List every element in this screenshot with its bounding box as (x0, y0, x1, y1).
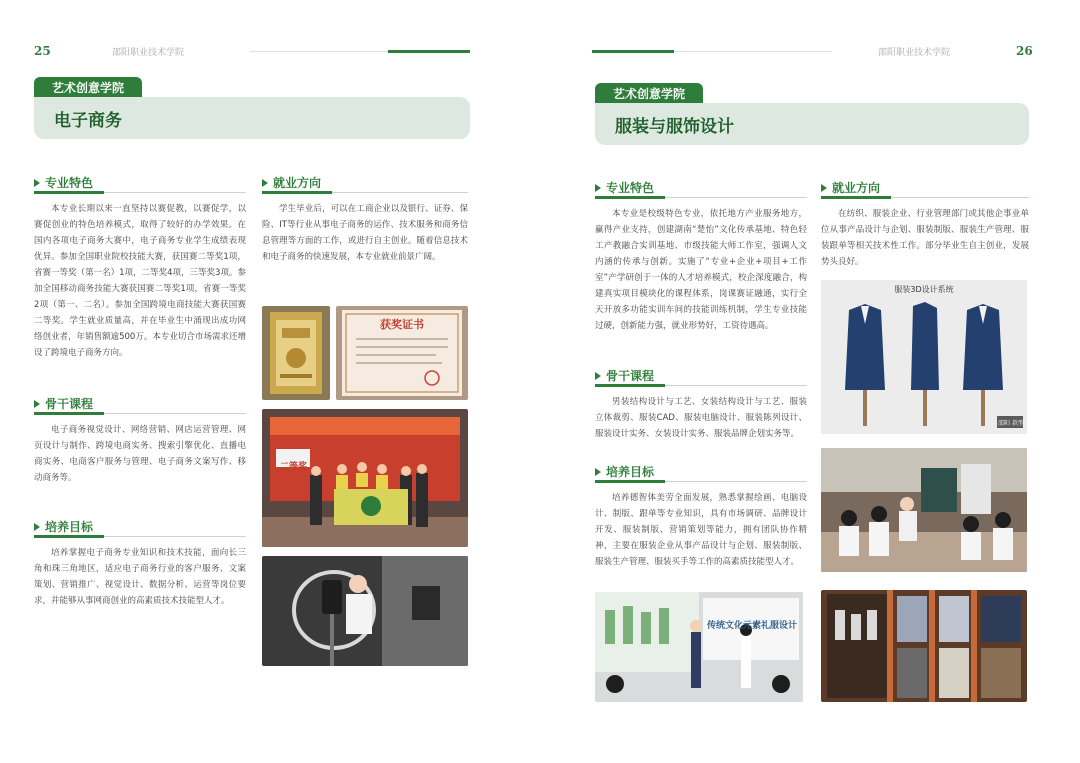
section-title: 就业方向 (832, 181, 881, 195)
section-body: 电子商务视觉设计、网络营销、网店运营管理、网页设计与制作、跨境电商实务、搜索引擎优化、直播电商实务、电商客户服务与管理、电子商务文案写作、移动商务等。 (34, 425, 246, 483)
section-header (34, 173, 246, 193)
section-title: 专业特色 (606, 181, 655, 195)
section-body: 培养掌握电子商务专业知识和技术技能，面向长三角和珠三角地区，适应电子商务行业的客户服务、文案策划、营销推广、视觉设计、数据分析、运营等岗位要求，并能够从事网商创业的高素质技术技能型人才。 (34, 548, 246, 606)
right-page (540, 0, 1080, 763)
section-body: 在纺织、服装企业、行业管理部门或其他企事业单位从事产品设计与企划、服装制版、服装生产管理、服装跟单等相关技术性工作。部分毕业生自主创业，发展势头良好。 (821, 209, 1029, 267)
section-body: 本专业是校级特色专业，依托地方产业服务地方，赢得产业支持，创建湖南“楚怡”文化传承基地、特色轻工产教融合实训基地、市级技能大师工作室，强调人文内涵的传承与创新。实施了“专业+企业+项目+工作室”产学研创于一体的人才培养模式，校企深度融合，构建真实项目模块化的课程体系，岗课赛证融通，实行全天开放多功能实训车间的技能训练机制，学生专业技能过硬，创新能力强，就业形势好，工资待遇高。 (595, 209, 807, 331)
section-goals (34, 517, 246, 609)
section-courses (595, 366, 807, 442)
triangle-bullet-icon (595, 468, 601, 476)
major-title: 服装与服饰设计 (615, 117, 734, 137)
school-name: 邵阳职业技术学院 (112, 48, 185, 58)
livestream-photo (262, 556, 468, 666)
section-career (262, 173, 468, 265)
triangle-bullet-icon (595, 372, 601, 380)
classroom-presentation-photo (595, 592, 803, 702)
section-body: 培养德智体美劳全面发展，熟悉掌握绘画、电脑设计、制版、跟单等专业知识，具有市场调研、品牌设计开发、服装制版、营销策划等能力，拥有团队协作精神，主要在服装企业从事产品设计与企划、服装制版、服装生产管理、服装买手等工作的高素质技能型人才。 (595, 493, 807, 567)
classroom-board-text: 传统文化元素礼服设计 (707, 621, 798, 631)
major-banner (595, 103, 1029, 145)
section-career (821, 178, 1029, 270)
section-title: 专业特色 (45, 176, 94, 190)
tailoring-class-photo (821, 448, 1027, 572)
section-title: 培养目标 (45, 520, 94, 534)
design-system-photo (821, 280, 1027, 434)
award-ceremony-photo (262, 409, 468, 547)
section-header (34, 394, 246, 414)
triangle-bullet-icon (34, 400, 40, 408)
section-header (595, 178, 807, 198)
major-banner (34, 97, 470, 139)
page-number: 26 (1016, 44, 1033, 58)
design-system-title: 服装3D设计系统 (894, 285, 954, 294)
certificate-photo (336, 306, 468, 400)
section-title: 培养目标 (606, 465, 655, 479)
triangle-bullet-icon (821, 184, 827, 192)
section-body: 男装结构设计与工艺、女装结构设计与工艺、服装立体裁剪、服装CAD、服装电脑设计、服装陈列设计、服装设计实务、女装设计实务、服装品牌企划实务等。 (595, 397, 807, 439)
section-header (595, 366, 807, 386)
wardrobe-photo (821, 590, 1027, 702)
section-features (34, 173, 246, 361)
design-system-tag: 邵阳 款型 (998, 420, 1024, 427)
trophy-photo (262, 306, 330, 400)
section-body: 本专业长期以来一直坚持以赛促教，以赛促学，以赛促创业的特色培养模式，取得了较好的办学效果。在国内各项电子商务大赛中，电子商务专业学生成绩表现优异。参加全国职业院校技能大赛，获国赛二等奖1项，省赛一等奖（第一名）1项，二等奖4项，三等奖3项。参加全国移动商务技能大赛获国赛二等奖1项，省赛一等奖2项（第一、二名）。参加全国跨境电商技能大赛获国赛二等奖。学生就业质量高，并在毕业生中涌现出成功网络创业者，年销售额逾500万。本专业切合市场需求还增设了跨境电子商务方向。 (34, 204, 246, 358)
section-title: 骨干课程 (606, 369, 655, 383)
section-underline (595, 480, 665, 483)
section-underline (34, 535, 104, 538)
section-header (821, 178, 1029, 198)
section-goals (595, 462, 807, 570)
section-header (262, 173, 468, 193)
triangle-bullet-icon (595, 184, 601, 192)
section-body: 学生毕业后，可以在工商企业以及银行、证券、保险、IT等行业从事电子商务的运作、技术服务和商务信息管理等方面的工作，或进行自主创业。随着信息技术和电子商务的快速发展，本专业就业前景广阔。 (262, 204, 468, 262)
triangle-bullet-icon (262, 179, 268, 187)
header-accent-rule (388, 50, 470, 53)
certificate-title: 获奖证书 (380, 318, 424, 331)
triangle-bullet-icon (34, 179, 40, 187)
section-features (595, 178, 807, 334)
section-header (34, 517, 246, 537)
triangle-bullet-icon (34, 523, 40, 531)
section-underline (595, 384, 665, 387)
section-underline (821, 196, 891, 199)
section-underline (262, 191, 332, 194)
page-number: 25 (34, 44, 51, 58)
header-accent-rule (592, 50, 674, 53)
section-courses (34, 394, 246, 486)
section-underline (34, 412, 104, 415)
major-title: 电子商务 (54, 111, 122, 131)
award-label: 二等奖 (280, 462, 308, 472)
section-title: 就业方向 (273, 176, 322, 190)
section-underline (34, 191, 104, 194)
section-underline (595, 196, 665, 199)
section-title: 骨干课程 (45, 397, 94, 411)
college-tab: 艺术创意学院 (34, 77, 142, 99)
school-name: 邵阳职业技术学院 (878, 48, 951, 58)
college-tab: 艺术创意学院 (595, 83, 703, 105)
section-header (595, 462, 807, 482)
